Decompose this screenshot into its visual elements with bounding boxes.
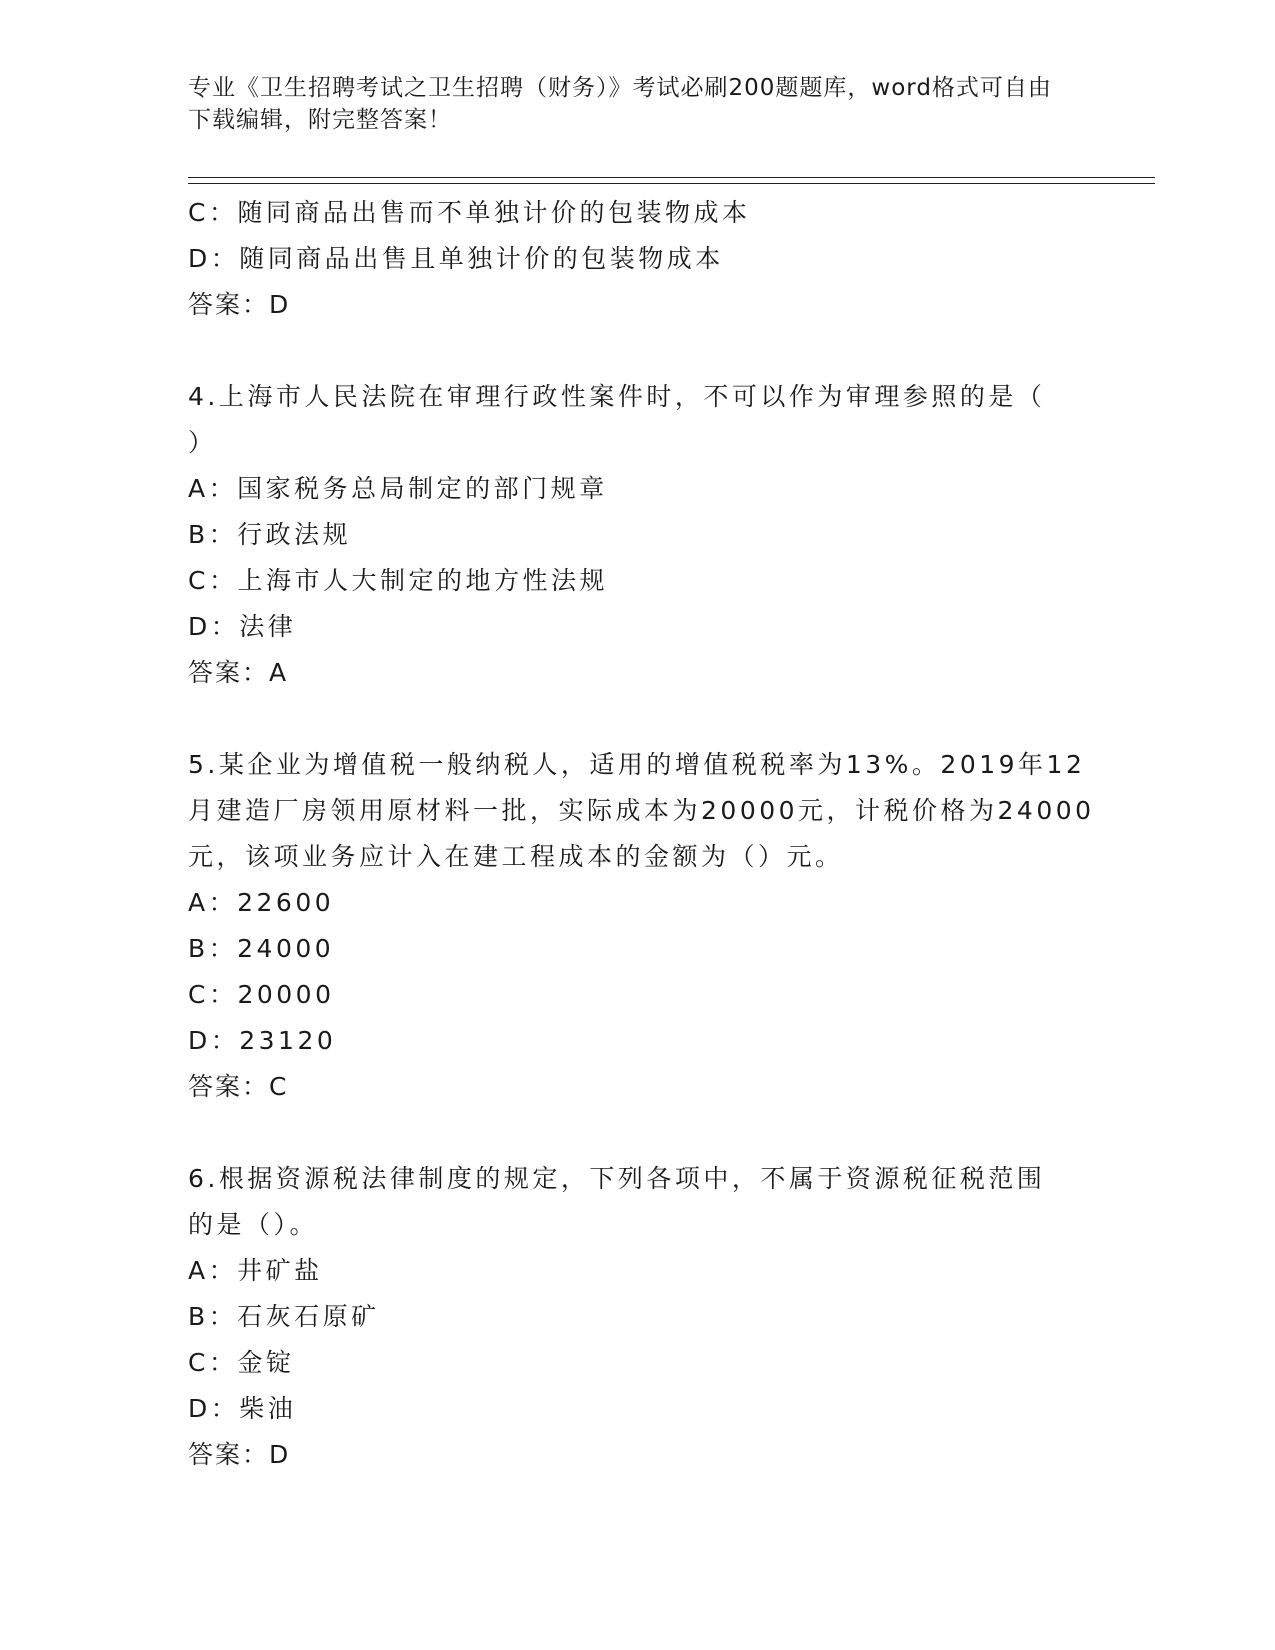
q4-option-b: B：行政法规 [188, 520, 352, 549]
q6-option-a: A：井矿盐 [188, 1256, 323, 1285]
header-rule-top [188, 177, 1155, 178]
q5-option-a: A：22600 [188, 888, 335, 917]
q6-option-b: B：石灰石原矿 [188, 1302, 380, 1331]
prev-option-d: D：随同商品出售且单独计价的包装物成本 [188, 244, 724, 273]
spacer [188, 1110, 1088, 1156]
prev-option-c: C：随同商品出售而不单独计价的包装物成本 [188, 198, 751, 227]
q6-question-line-1: 6.根据资源税法律制度的规定，下列各项中，不属于资源税征税范围 [188, 1164, 1046, 1193]
document-header: 专业《卫生招聘考试之卫生招聘（财务）》考试必刷200题题库，word格式可自由下载编辑，附完整答案！ [188, 75, 1052, 133]
q4-question-line-1: 4.上海市人民法院在审理行政性案件时，不可以作为审理参照的是（ [188, 382, 1046, 411]
q5-option-d: D：23120 [188, 1026, 337, 1055]
q5-answer: 答案：C [188, 1072, 289, 1101]
spacer [188, 328, 1088, 374]
q6-option-d: D：柴油 [188, 1394, 297, 1423]
q6-option-c: C：金锭 [188, 1348, 295, 1377]
header-rule-bottom [188, 183, 1155, 184]
q6-question-line-2: 的是（）。 [188, 1210, 319, 1239]
q5-question-line-1: 5.某企业为增值税一般纳税人，适用的增值税税率为13%。2019年12 [188, 750, 1086, 779]
q6-answer: 答案：D [188, 1440, 291, 1469]
q5-question-line-2: 月建造厂房领用原材料一批，实际成本为20000元，计税价格为24000 [188, 796, 1095, 825]
q4-option-a: A：国家税务总局制定的部门规章 [188, 474, 608, 503]
question-list [188, 190, 1095, 1478]
q5-question-line-3: 元，该项业务应计入在建工程成本的金额为（）元。 [188, 842, 844, 871]
prev-answer: 答案：D [188, 290, 291, 319]
q4-option-d: D：法律 [188, 612, 297, 641]
q4-option-c: C：上海市人大制定的地方性法规 [188, 566, 608, 595]
q5-option-c: C：20000 [188, 980, 335, 1009]
q5-option-b: B：24000 [188, 934, 335, 963]
q4-question-line-2: ） [188, 428, 217, 457]
q4-answer: 答案：A [188, 658, 289, 687]
spacer [188, 696, 1088, 742]
